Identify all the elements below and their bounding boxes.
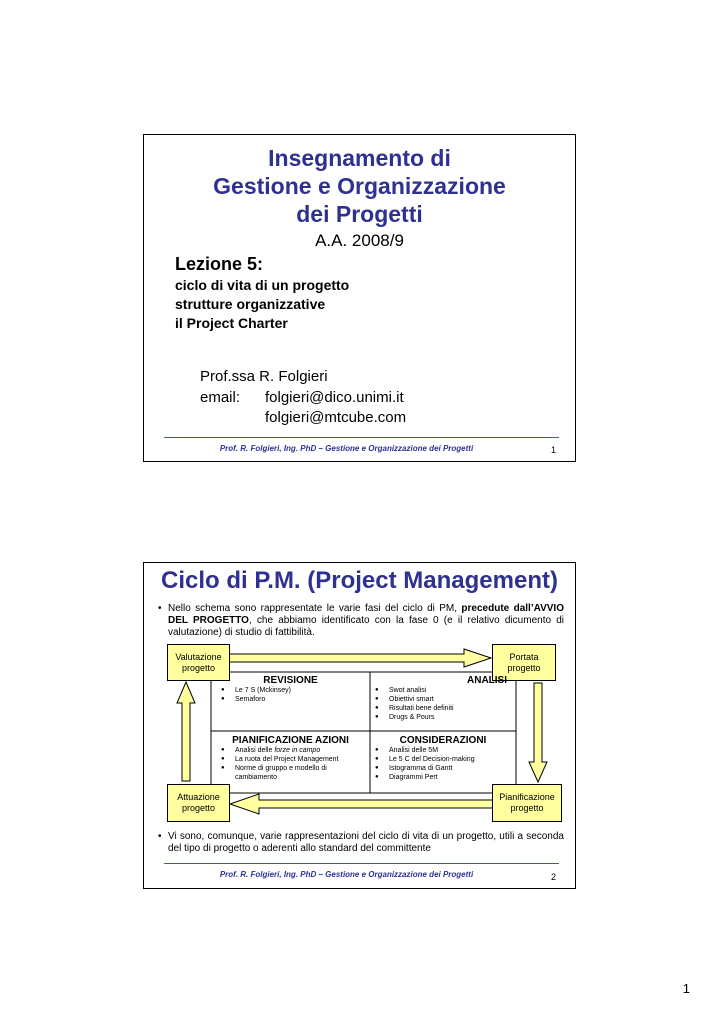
arrow-down: [529, 683, 547, 782]
slide-number: 2: [551, 872, 557, 882]
quadrant-title: PIANIFICAZIONE AZIONI: [232, 735, 349, 746]
box-valutazione-progetto: Valutazione progetto: [167, 644, 230, 681]
list-item: ● Obiettivi smart: [371, 695, 515, 704]
box-portata-progetto: Portata progetto: [492, 644, 556, 681]
quadrant-considerazioni: [371, 735, 515, 782]
bullet-dot: •: [158, 831, 162, 842]
quadrant-revisione: [212, 675, 369, 704]
list-item: ● Le 7 S (Mckinsey): [217, 686, 369, 695]
quadrant-title: CONSIDERAZIONI: [399, 735, 487, 746]
email-label: email:: [200, 389, 241, 406]
quadrant-analisi: [371, 675, 515, 722]
arrow-left: [230, 794, 494, 814]
lesson-topics: [175, 276, 349, 333]
list-item: ● Analisi delle 5M: [371, 746, 515, 755]
slide-1-title: [144, 144, 575, 228]
list-item: ● Analisi delle forze in campo: [217, 746, 369, 755]
topic-2: strutture organizzative: [175, 296, 326, 312]
arrow-right: [229, 649, 491, 667]
professor-name: Prof.ssa R. Folgieri: [200, 368, 328, 385]
topic-1: ciclo di vita di un progetto: [175, 277, 350, 293]
list-item: ● Istogramma di Gantt: [371, 764, 515, 773]
list-item: ● Norme di gruppo e modello di cambiamento: [217, 764, 369, 782]
topic-3: il Project Charter: [175, 315, 288, 331]
list-item: ● Semaforo: [217, 695, 369, 704]
page-number: 1: [682, 981, 690, 996]
list-item: ● Drugs & Pours: [371, 713, 515, 722]
list-item: ● Risultati bene definiti: [371, 704, 515, 713]
quadrant-title: ANALISI: [467, 675, 507, 686]
email-1: folgieri@dico.unimi.it: [265, 389, 404, 406]
box-attuazione-progetto: Attuazione progetto: [167, 784, 230, 822]
box-pianificazione-progetto: Pianificazione progetto: [492, 784, 562, 822]
bullet-2: • Vi sono, comunque, varie rappresentazioni del ciclo di vita di un progetto, utili a seconda del tipo di progetto o aderenti allo standard del committente: [158, 831, 564, 854]
slide-1: [143, 134, 576, 462]
quadrant-title: REVISIONE: [263, 675, 318, 686]
title-line-2: Gestione e Organizzazione: [213, 173, 506, 199]
list-item: ● Le 5 C del Decision-making: [371, 755, 515, 764]
title-line-1: Insegnamento di: [268, 145, 451, 171]
academic-year: A.A. 2008/9: [315, 231, 404, 250]
bullet-dot: •: [158, 603, 162, 614]
list-item: ● Swot analisi: [371, 686, 515, 695]
lesson-label: Lezione 5:: [175, 254, 264, 274]
slide-footer: Prof. R. Folgieri, Ing. PhD – Gestione e Organizzazione dei Progetti: [219, 444, 474, 453]
slide-footer: Prof. R. Folgieri, Ing. PhD – Gestione e Organizzazione dei Progetti: [219, 870, 474, 879]
slide-2: [143, 562, 576, 889]
footer-rule: [164, 437, 559, 438]
arrow-up: [177, 682, 195, 781]
bullet-1: • Nello schema sono rappresentate le varie fasi del ciclo di PM, precedute dall’AVVIO DEL PROGETTO, che abbiamo identificato con la fase 0 (e il relativo dicumento di valutazione) di studio di fattibilità.: [158, 603, 564, 638]
slide-number: 1: [551, 445, 557, 455]
list-item: ● La ruota del Project Management: [217, 755, 369, 764]
list-item: ● Diagrammi Pert: [371, 773, 515, 782]
title-line-3: dei Progetti: [296, 201, 423, 227]
email-2: folgieri@mtcube.com: [265, 409, 407, 426]
quadrant-pianificazione-azioni: [212, 735, 369, 782]
footer-rule: [164, 863, 559, 864]
slide-2-title: Ciclo di P.M. (Project Management): [161, 567, 558, 594]
